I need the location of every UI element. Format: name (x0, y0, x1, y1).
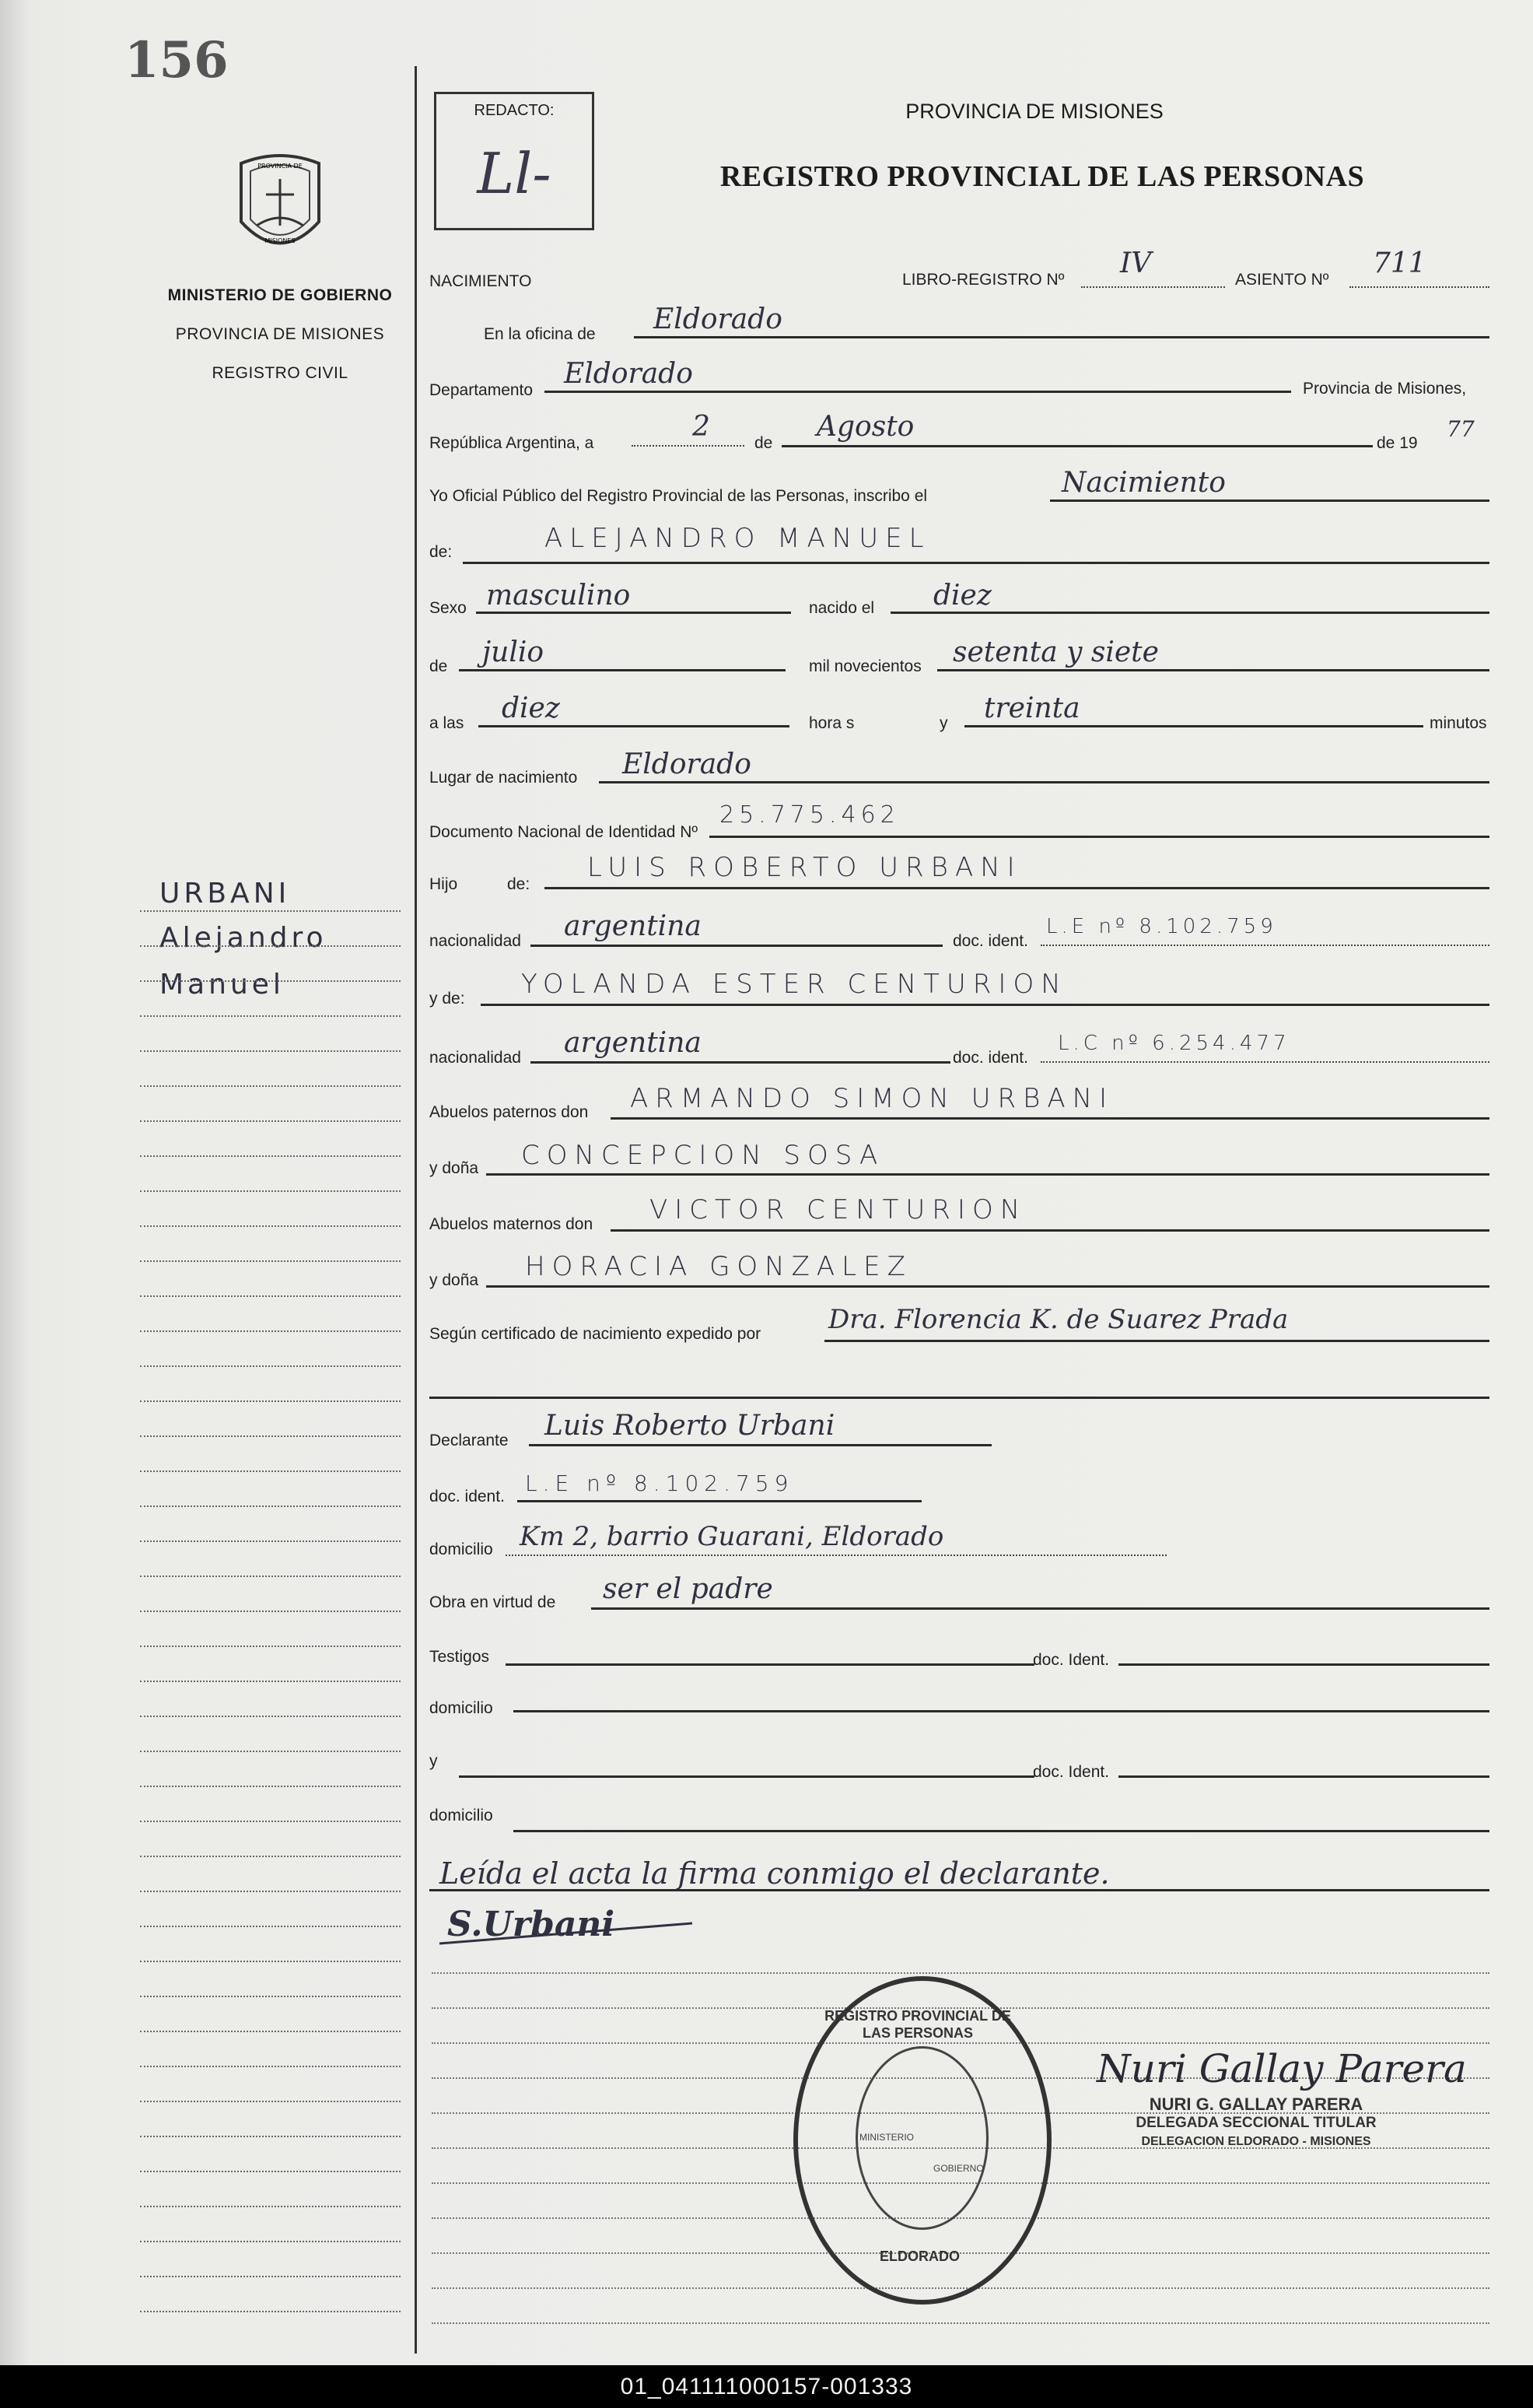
nacido-label: nacido el (809, 599, 875, 617)
margin-ruled-line (140, 1611, 401, 1612)
de-mes-label: de (429, 657, 448, 675)
doc-ident-testigo-1-label: doc. Ident. (1033, 1651, 1110, 1669)
ministry-name: MINISTERIO DE GOBIERNO (167, 286, 393, 304)
margin-ruled-line (140, 1015, 401, 1017)
redacto-label: REDACTO: (474, 102, 555, 119)
declarante-label: Declarante (429, 1432, 509, 1449)
libro-label: LIBRO-REGISTRO Nº (902, 271, 1065, 289)
margin-ruled-line (140, 945, 401, 947)
y-dona-materna-label: y doña (429, 1271, 479, 1289)
margin-ruled-line (140, 1050, 401, 1052)
margin-ruled-line (140, 2171, 401, 2172)
domicilio-testigo-1-label: domicilio (429, 1699, 493, 1717)
y-label: y (940, 714, 948, 732)
emblem-text-bottom: MISIONES (264, 237, 296, 244)
nacido-value: diez (933, 580, 992, 612)
seal-inner-left: MINISTERIO (859, 2132, 915, 2143)
departamento-label: Departamento (429, 381, 534, 399)
mes-value: Agosto (817, 411, 915, 443)
mil-label: mil novecientos (809, 657, 922, 675)
margin-note-line-3: Manuel (159, 969, 285, 1001)
anio-nacimiento-value: setenta y siete (953, 636, 1159, 668)
margin-ruled-line (140, 1295, 401, 1297)
declarant-signature: S.Urbani (447, 1905, 615, 1944)
header-province: PROVINCIA DE MISIONES (905, 100, 1164, 123)
margin-ruled-line (140, 1576, 401, 1577)
dia-value: 2 (692, 411, 710, 443)
domicilio-testigo-2-label: domicilio (429, 1807, 493, 1824)
doc-madre-value: L.C nº 6.254.477 (1058, 1032, 1290, 1055)
asiento-value: 711 (1373, 247, 1426, 279)
doc-padre-label: doc. ident. (953, 932, 1028, 950)
madre-value: YOLANDA ESTER CENTURION (521, 969, 1068, 1000)
abuelos-paternos-label: Abuelos paternos don (429, 1103, 589, 1121)
abuelo-materno-value: VICTOR CENTURION (649, 1194, 1027, 1225)
margin-ruled-line (140, 2031, 401, 2032)
margin-ruled-line (140, 1786, 401, 1787)
hora-value: diez (502, 692, 560, 724)
minutos-label: minutos (1430, 714, 1487, 732)
margin-ruled-line (140, 2136, 401, 2137)
official-signature: Nuri Gallay Parera (1097, 2046, 1467, 2091)
certificado-value: Dra. Florencia K. de Suarez Prada (828, 1304, 1289, 1335)
margin-ruled-line (140, 1190, 401, 1192)
margin-ruled-line (140, 910, 401, 912)
margin-ruled-line (140, 2241, 401, 2242)
ministry-province: PROVINCIA DE MISIONES (175, 325, 385, 343)
certificado-label: Según certificado de nacimiento expedido por (429, 1325, 761, 1343)
departamento-value: Eldorado (564, 358, 693, 390)
anio-value: 77 (1447, 416, 1475, 442)
hijo-de-label: de: (507, 875, 530, 893)
dni-value: 25.775.462 (719, 801, 900, 829)
margin-ruled-line (140, 2311, 401, 2312)
margin-ruled-line (140, 2101, 401, 2102)
doc-declarante-value: L.E nº 8.102.759 (525, 1470, 794, 1496)
de-persona-label: de: (429, 543, 453, 561)
hijo-label: Hijo (429, 875, 458, 893)
margin-ruled-line (140, 1435, 401, 1437)
oficina-value: Eldorado (653, 303, 782, 335)
testigos-label: Testigos (429, 1648, 490, 1666)
horas-label: hora s (809, 714, 855, 732)
margin-ruled-line (140, 1155, 401, 1157)
margin-ruled-line (140, 1470, 401, 1472)
image-footer-id: 01_041111000157-001333 (0, 2365, 1533, 2408)
margin-ruled-line (140, 1891, 401, 1892)
asiento-label: ASIENTO Nº (1235, 271, 1329, 289)
margin-note-line-1: URBANI (159, 878, 291, 910)
domicilio-declarante-value: Km 2, barrio Guarani, Eldorado (520, 1521, 944, 1552)
header-registry: REGISTRO PROVINCIAL DE LAS PERSONAS (719, 160, 1365, 193)
margin-ruled-line (140, 1540, 401, 1542)
margin-ruled-line (140, 1330, 401, 1332)
oficial-label: Yo Oficial Público del Registro Provincial de las Personas, inscribo el (429, 487, 928, 505)
margin-ruled-line (140, 1821, 401, 1822)
oficina-label: En la oficina de (484, 325, 596, 343)
margin-ruled-line (140, 980, 401, 982)
dni-label: Documento Nacional de Identidad Nº (429, 823, 698, 841)
nacionalidad-madre-label: nacionalidad (429, 1049, 521, 1067)
doc-ident-testigo-2-label: doc. Ident. (1033, 1763, 1110, 1781)
provincial-emblem-icon (233, 148, 327, 265)
margin-ruled-line (140, 2066, 401, 2067)
official-office: DELEGACION ELDORADO - MISIONES (1141, 2135, 1371, 2148)
seal-text-bottom: ELDORADO (880, 2249, 960, 2264)
mes-nacimiento-value: julio (482, 636, 544, 668)
abuela-materna-value: HORACIA GONZALEZ (525, 1251, 912, 1282)
lugar-value: Eldorado (622, 748, 751, 780)
oficial-value: Nacimiento (1062, 467, 1226, 499)
libro-value: IV (1120, 247, 1152, 279)
margin-note-line-2: Alejandro (159, 922, 327, 954)
lugar-label: Lugar de nacimiento (429, 769, 578, 787)
a-las-label: a las (429, 714, 464, 732)
minutos-value: treinta (984, 692, 1080, 724)
doc-padre-value: L.E nº 8.102.759 (1046, 915, 1277, 938)
margin-ruled-line (140, 1260, 401, 1262)
margin-ruled-line (140, 1996, 401, 1997)
margin-ruled-line (140, 1646, 401, 1647)
abuela-paterna-value: CONCEPCION SOSA (521, 1140, 885, 1171)
nacionalidad-madre-value: argentina (564, 1027, 702, 1059)
emblem-text-top: PROVINCIA DE (257, 163, 303, 170)
anio-label: de 19 (1377, 434, 1418, 452)
seal-inner-right: GOBIERNO (933, 2163, 984, 2174)
doc-madre-label: doc. ident. (953, 1049, 1028, 1067)
domicilio-declarante-label: domicilio (429, 1540, 493, 1558)
y-testigo-label: y (429, 1752, 438, 1770)
margin-ruled-line (140, 2206, 401, 2207)
margin-ruled-line (140, 1856, 401, 1857)
obra-value: ser el padre (603, 1573, 773, 1605)
margin-ruled-line (140, 1505, 401, 1507)
act-type: NACIMIENTO (429, 272, 532, 290)
margin-ruled-line (140, 1751, 401, 1752)
margin-ruled-line (140, 1365, 401, 1367)
official-title: DELEGADA SECCIONAL TITULAR (1136, 2115, 1377, 2131)
closing-text: Leída el acta la firma conmigo el declarante. (439, 1856, 1110, 1891)
margin-ruled-line (140, 1961, 401, 1962)
margin-ruled-line (140, 1926, 401, 1927)
abuelo-paterno-value: ARMANDO SIMON URBANI (630, 1083, 1115, 1114)
margin-ruled-line (140, 1225, 401, 1227)
margin-ruled-line (140, 1120, 401, 1122)
redacto-box (434, 92, 594, 230)
page-number: 156 (124, 31, 229, 89)
margin-ruled-line (140, 1400, 401, 1402)
margin-ruled-line (140, 1716, 401, 1717)
column-divider (415, 66, 417, 2354)
padre-value: LUIS ROBERTO URBANI (587, 852, 1022, 883)
republica-label: República Argentina, a (429, 434, 594, 452)
redacto-value: Ll- (477, 141, 551, 206)
persona-value: ALEJANDRO MANUEL (544, 523, 931, 554)
abuelos-maternos-label: Abuelos maternos don (429, 1215, 593, 1233)
declarante-value: Luis Roberto Urbani (544, 1410, 835, 1442)
margin-ruled-line (140, 1085, 401, 1087)
official-name: NURI G. GALLAY PARERA (1149, 2094, 1363, 2114)
y-de-label: y de: (429, 990, 465, 1008)
nacionalidad-padre-value: argentina (564, 910, 702, 942)
provincia-suffix: Provincia de Misiones, (1303, 380, 1467, 398)
de-label: de (754, 434, 773, 452)
seal-text-top: REGISTRO PROVINCIAL DE LAS PERSONAS (824, 2008, 1011, 2041)
y-dona-paterna-label: y doña (429, 1159, 479, 1177)
sexo-label: Sexo (429, 599, 467, 617)
margin-ruled-line (140, 2276, 401, 2277)
declarant-signature-underline (436, 1906, 700, 1953)
sexo-value: masculino (486, 580, 631, 612)
doc-declarante-label: doc. ident. (429, 1488, 505, 1505)
nacionalidad-padre-label: nacionalidad (429, 932, 521, 950)
obra-label: Obra en virtud de (429, 1593, 556, 1611)
ministry-office: REGISTRO CIVIL (212, 364, 348, 382)
margin-ruled-line (140, 1681, 401, 1682)
